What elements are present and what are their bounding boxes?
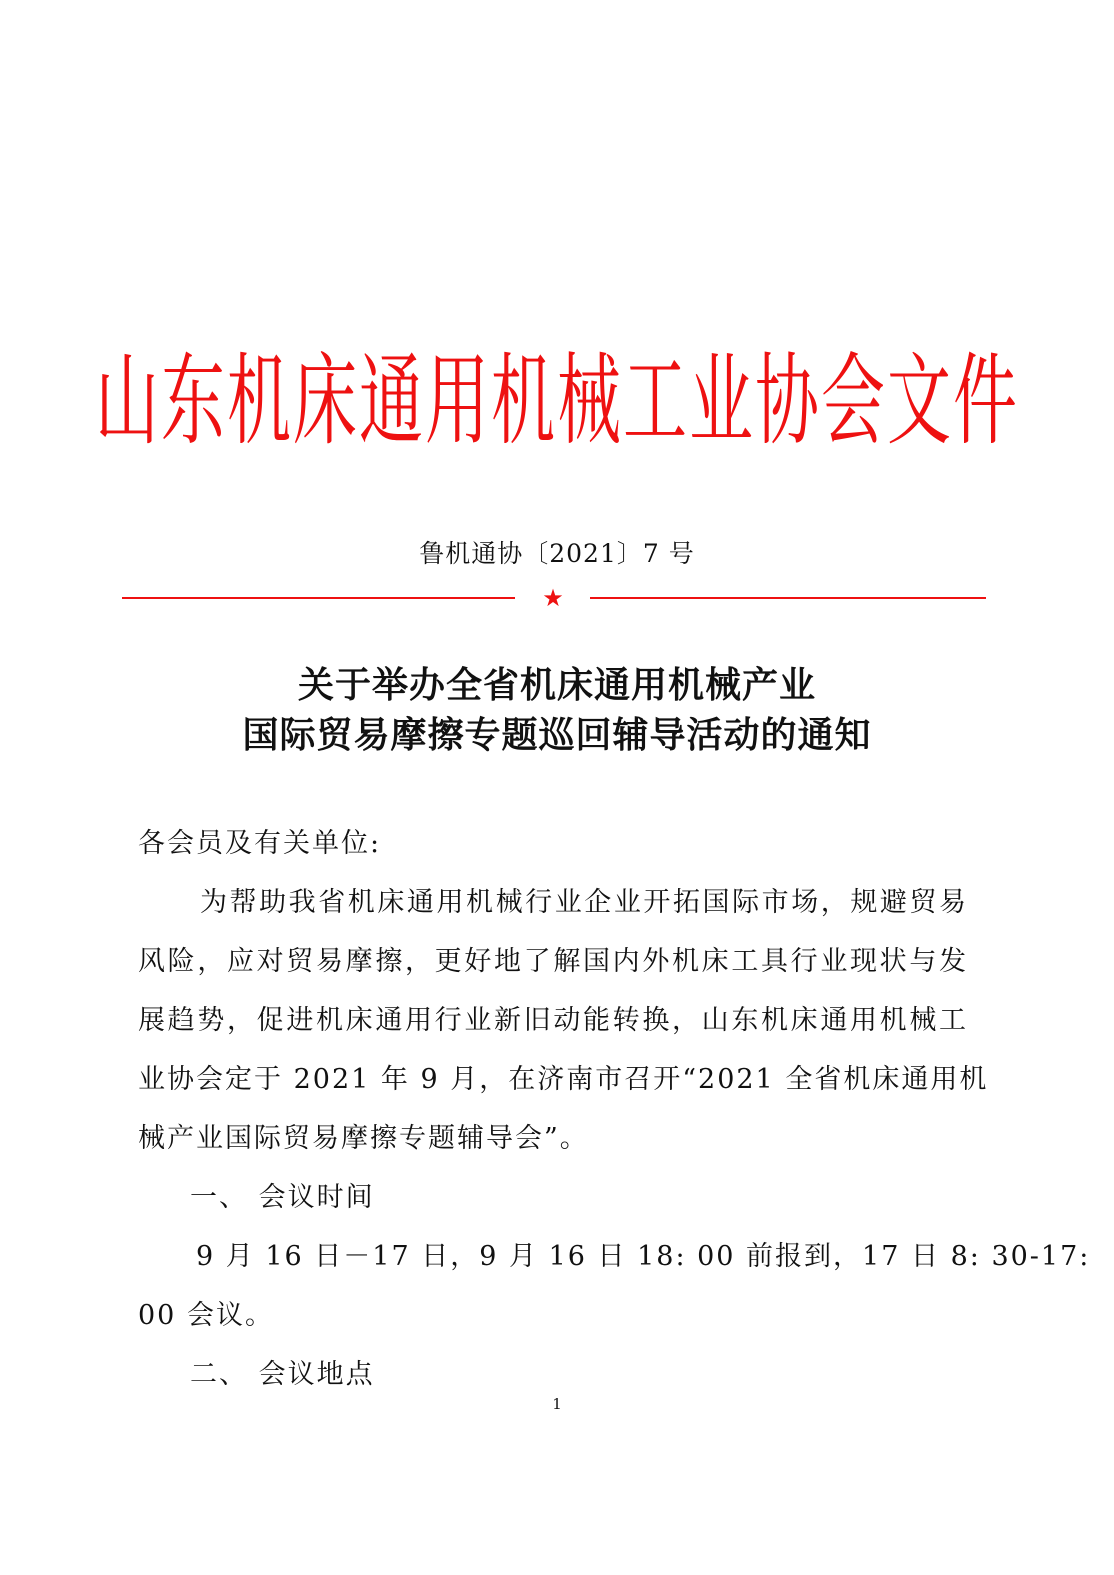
paragraph-line: 展趋势，促进机床通用行业新旧动能转换，山东机床通用机械工 xyxy=(138,1005,968,1036)
red-divider-right xyxy=(590,597,986,599)
notice-title-line-1: 关于举办全省机床通用机械产业 xyxy=(297,665,816,706)
section-heading-meeting-location: 二、 会议地点 xyxy=(190,1359,375,1390)
document-number: 鲁机通协〔2021〕7 号 xyxy=(419,539,695,568)
salutation: 各会员及有关单位: xyxy=(138,828,382,859)
paragraph-line: 为帮助我省机床通用机械行业企业开拓国际市场，规避贸易 xyxy=(200,887,968,918)
organization-header xyxy=(0,318,1114,468)
notice-title-line-2: 国际贸易摩擦专题巡回辅导活动的通知 xyxy=(242,715,872,756)
star-icon: ★ xyxy=(542,584,564,612)
red-divider-left xyxy=(122,597,515,599)
paragraph-line: 械产业国际贸易摩擦专题辅导会”。 xyxy=(138,1123,589,1154)
section-heading-meeting-time: 一、 会议时间 xyxy=(190,1182,375,1213)
paragraph-line: 风险，应对贸易摩擦，更好地了解国内外机床工具行业现状与发 xyxy=(138,946,968,977)
paragraph-line: 业协会定于 2021 年 9 月，在济南市召开“2021 全省机床通用机 xyxy=(138,1064,989,1095)
meeting-time-line: 9 月 16 日－17 日，9 月 16 日 18: 00 前报到，17 日 8: 30-17: xyxy=(196,1241,1091,1272)
organization-name: 山东机床通用机械工业协会文件 xyxy=(95,344,1019,460)
page-number: 1 xyxy=(552,1395,562,1413)
meeting-time-line: 00 会议。 xyxy=(138,1300,274,1331)
